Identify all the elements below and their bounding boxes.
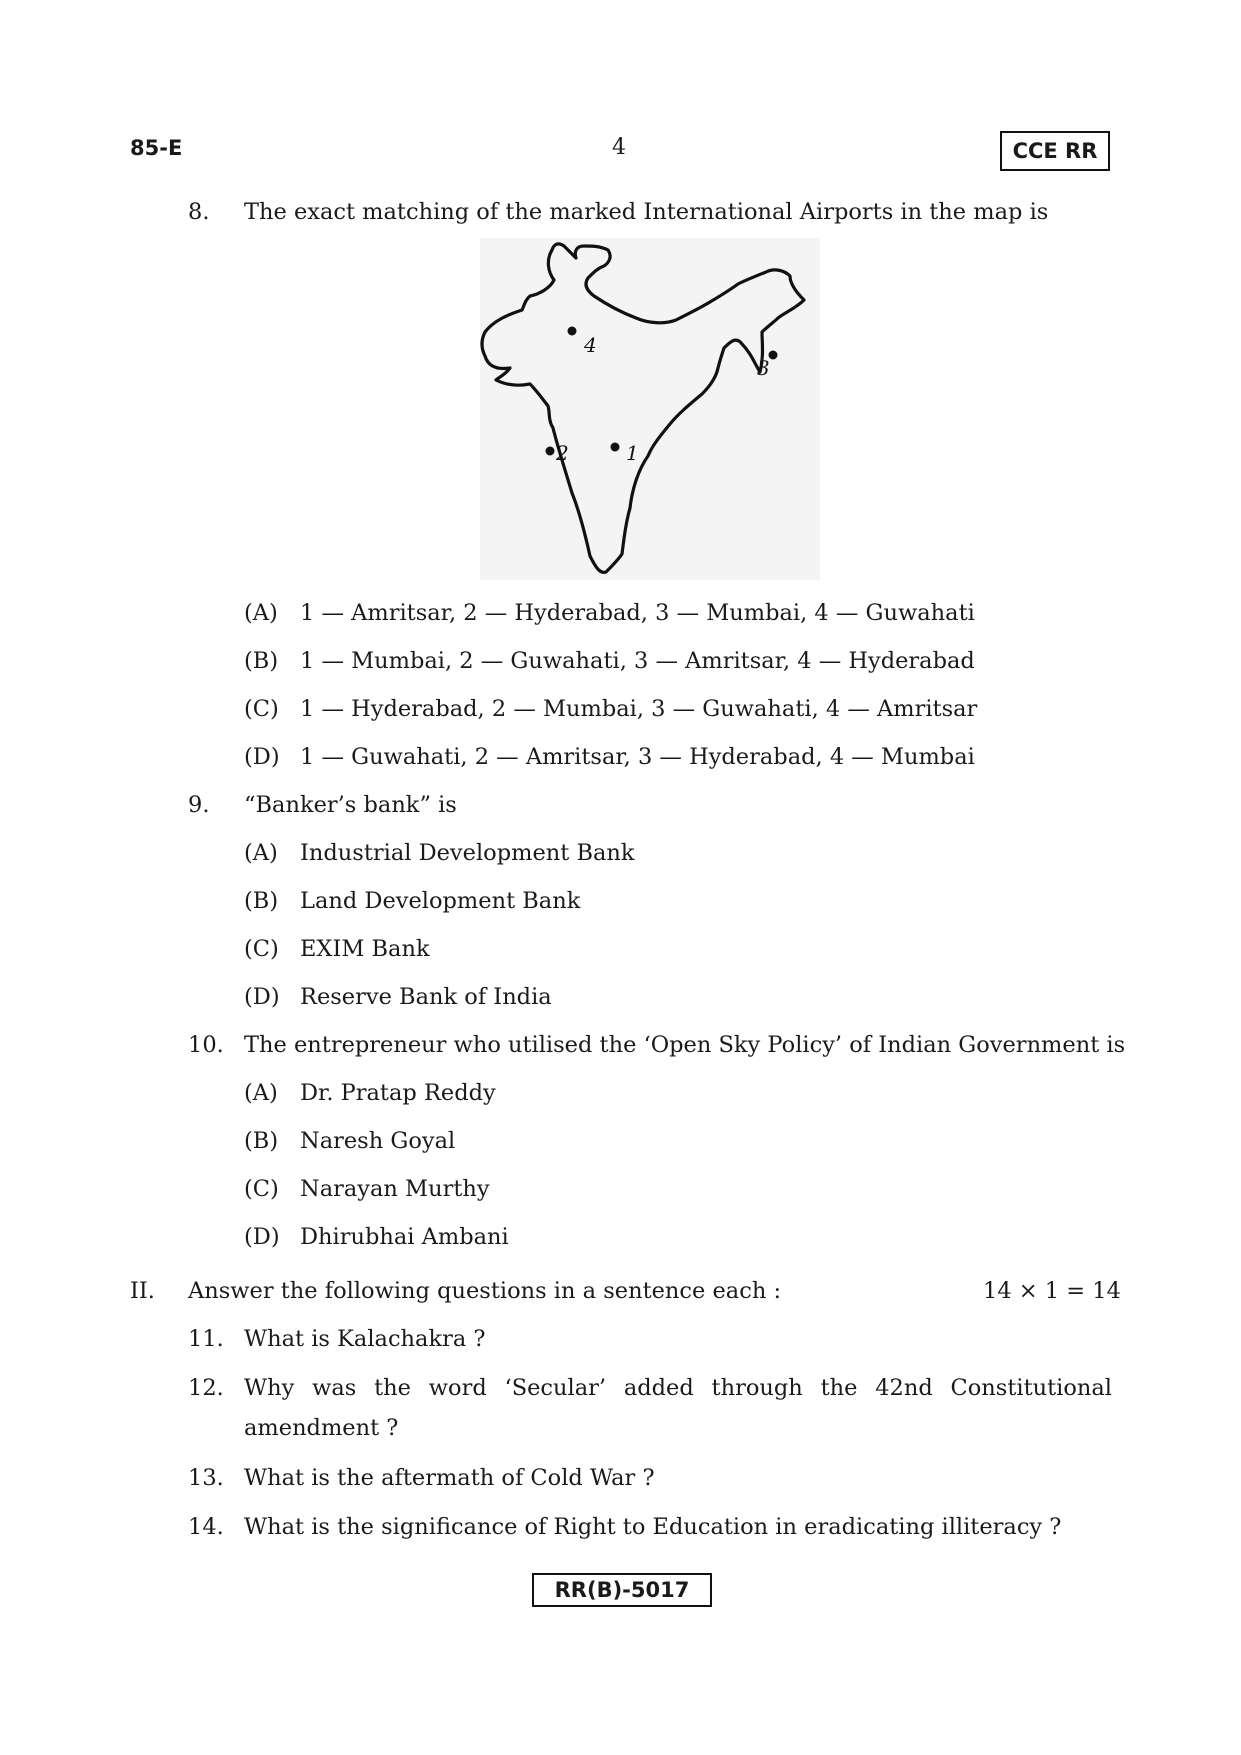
q9-text: “Banker’s bank” is: [244, 792, 457, 818]
q8-option-b-text: 1 — Mumbai, 2 — Guwahati, 3 — Amritsar, 4 — Hyderabad: [300, 648, 975, 674]
section-2-marks: 14 × 1 = 14: [983, 1278, 1121, 1304]
q10-number: 10.: [188, 1032, 224, 1058]
q14-text: What is the significance of Right to Education in eradicating illiteracy ?: [244, 1514, 1062, 1540]
section-2-numeral: II.: [130, 1278, 155, 1304]
q8-option-b-label: (B): [244, 648, 279, 674]
q9-option-d-text: Reserve Bank of India: [300, 984, 552, 1010]
q13-number: 13.: [188, 1465, 224, 1491]
q8-option-c-text: 1 — Hyderabad, 2 — Mumbai, 3 — Guwahati, 4 — Amritsar: [300, 696, 978, 722]
page-number: 4: [612, 135, 626, 160]
q8-text: The exact matching of the marked International Airports in the map is: [244, 199, 1049, 225]
q9-option-b-text: Land Development Bank: [300, 888, 581, 914]
q10-option-d-text: Dhirubhai Ambani: [300, 1224, 509, 1250]
q10-option-b-text: Naresh Goyal: [300, 1128, 456, 1154]
q10-option-b-label: (B): [244, 1128, 279, 1154]
section-2-instruction: Answer the following questions in a sentence each :: [188, 1278, 782, 1304]
q10-option-c-label: (C): [244, 1176, 279, 1202]
q8-option-d-text: 1 — Guwahati, 2 — Amritsar, 3 — Hyderabad, 4 — Mumbai: [300, 744, 975, 770]
marker-4-label: 4: [584, 333, 597, 357]
q8-number: 8.: [188, 199, 210, 225]
marker-1-dot: [611, 443, 620, 452]
q11-text: What is Kalachakra ?: [244, 1326, 486, 1352]
q9-option-a-label: (A): [244, 840, 278, 866]
q10-text: The entrepreneur who utilised the ‘Open Sky Policy’ of Indian Government is: [244, 1032, 1126, 1058]
q12-number: 12.: [188, 1375, 224, 1401]
marker-2-dot: [546, 447, 555, 456]
q8-option-d-label: (D): [244, 744, 280, 770]
q12-text-continued: amendment ?: [244, 1415, 399, 1441]
q8-option-a-text: 1 — Amritsar, 2 — Hyderabad, 3 — Mumbai, 4 — Guwahati: [300, 600, 975, 626]
q11-number: 11.: [188, 1326, 224, 1352]
q9-number: 9.: [188, 792, 210, 818]
map-background: [480, 238, 820, 580]
india-map-figure: [480, 238, 820, 580]
paper-code: 85-E: [130, 136, 183, 160]
footer-code-box: RR(B)-5017: [532, 1573, 712, 1607]
q8-option-a-label: (A): [244, 600, 278, 626]
q9-option-d-label: (D): [244, 984, 280, 1010]
q9-option-c-label: (C): [244, 936, 279, 962]
q10-option-a-text: Dr. Pratap Reddy: [300, 1080, 496, 1106]
q8-option-c-label: (C): [244, 696, 279, 722]
exam-type-box: CCE RR: [1000, 131, 1110, 171]
marker-3-dot: [769, 351, 778, 360]
q10-option-a-label: (A): [244, 1080, 278, 1106]
q9-option-a-text: Industrial Development Bank: [300, 840, 635, 866]
q9-option-b-label: (B): [244, 888, 279, 914]
q10-option-d-label: (D): [244, 1224, 280, 1250]
marker-3-label: 3: [757, 356, 770, 380]
q14-number: 14.: [188, 1514, 224, 1540]
marker-4-dot: [568, 327, 577, 336]
marker-1-label: 1: [626, 441, 639, 465]
q10-option-c-text: Narayan Murthy: [300, 1176, 490, 1202]
q12-text: Why was the word ‘Secular’ added through the 42nd Constitutional: [244, 1375, 1112, 1401]
q13-text: What is the aftermath of Cold War ?: [244, 1465, 655, 1491]
marker-2-label: 2: [556, 441, 569, 465]
q9-option-c-text: EXIM Bank: [300, 936, 430, 962]
